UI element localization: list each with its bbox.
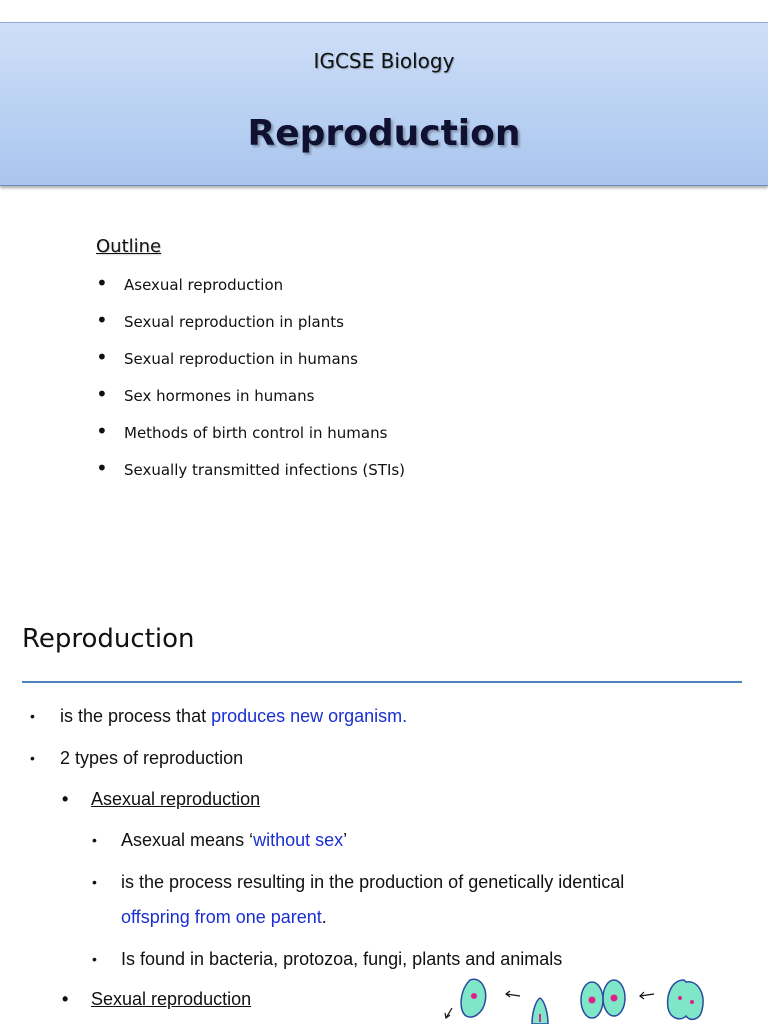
outline-item: • Asexual reproduction xyxy=(96,272,405,309)
asexual-heading: Asexual reproduction xyxy=(91,789,261,809)
nucleus xyxy=(471,993,477,999)
asexual-meaning-highlight: without sex xyxy=(253,830,344,850)
asexual-found-line: Is found in bacteria, protozoa, fungi, plants and animals xyxy=(121,949,563,969)
asexual-meaning-suffix: ’ xyxy=(343,830,348,850)
definition-text: is the process that xyxy=(60,706,212,726)
slide-1 xyxy=(0,22,768,592)
asexual-process-line-2 xyxy=(121,907,327,928)
sexual-heading: Sexual reproduction xyxy=(91,989,252,1009)
slide-subtitle: IGCSE Biology xyxy=(313,49,455,73)
outline-item: • Methods of birth control in humans xyxy=(96,420,405,457)
slide-2 xyxy=(0,600,768,1024)
asexual-process-suffix: . xyxy=(321,907,327,927)
outline-heading: Outline xyxy=(96,236,162,257)
outline-item: • Sexual reproduction in plants xyxy=(96,309,405,346)
nucleus xyxy=(611,995,618,1002)
definition-line xyxy=(60,706,407,727)
outline-item: • Sex hormones in humans xyxy=(96,383,405,420)
types-line: 2 types of reproduction xyxy=(60,748,244,768)
arrow-icon xyxy=(506,991,520,997)
bullet: • xyxy=(30,750,35,766)
budding-cell xyxy=(668,980,703,1019)
arrow-icon xyxy=(640,992,654,999)
slide-title: Reproduction xyxy=(247,113,521,154)
definition-highlight: produces new organism. xyxy=(211,706,408,726)
nucleus xyxy=(690,1000,694,1004)
asexual-process-line-1: is the process resulting in the production of genetically identical xyxy=(121,872,625,892)
nucleus xyxy=(678,996,682,1000)
asexual-process-highlight: offspring from one parent xyxy=(121,907,322,927)
bullet: • xyxy=(30,708,35,724)
top-strip xyxy=(0,0,768,22)
arrow-icon xyxy=(445,1008,452,1018)
outline-item: • Sexual reproduction in humans xyxy=(96,346,405,383)
asexual-meaning-text: Asexual means ‘ xyxy=(121,830,254,850)
bullet: • xyxy=(62,989,69,1009)
outline-list xyxy=(96,272,405,494)
bullet: • xyxy=(92,874,97,890)
bullet: • xyxy=(62,789,69,809)
cell-division-illustration xyxy=(440,974,740,1024)
outline-item: • Sexually transmitted infections (STIs) xyxy=(96,457,405,494)
title-banner xyxy=(0,22,768,186)
slide-2-title: Reproduction xyxy=(22,624,195,654)
nucleus xyxy=(589,997,596,1004)
title-rule xyxy=(22,681,742,683)
bullet: • xyxy=(92,832,97,848)
bullet: • xyxy=(92,951,97,967)
asexual-meaning-line xyxy=(121,830,347,851)
nucleus xyxy=(539,1014,541,1022)
